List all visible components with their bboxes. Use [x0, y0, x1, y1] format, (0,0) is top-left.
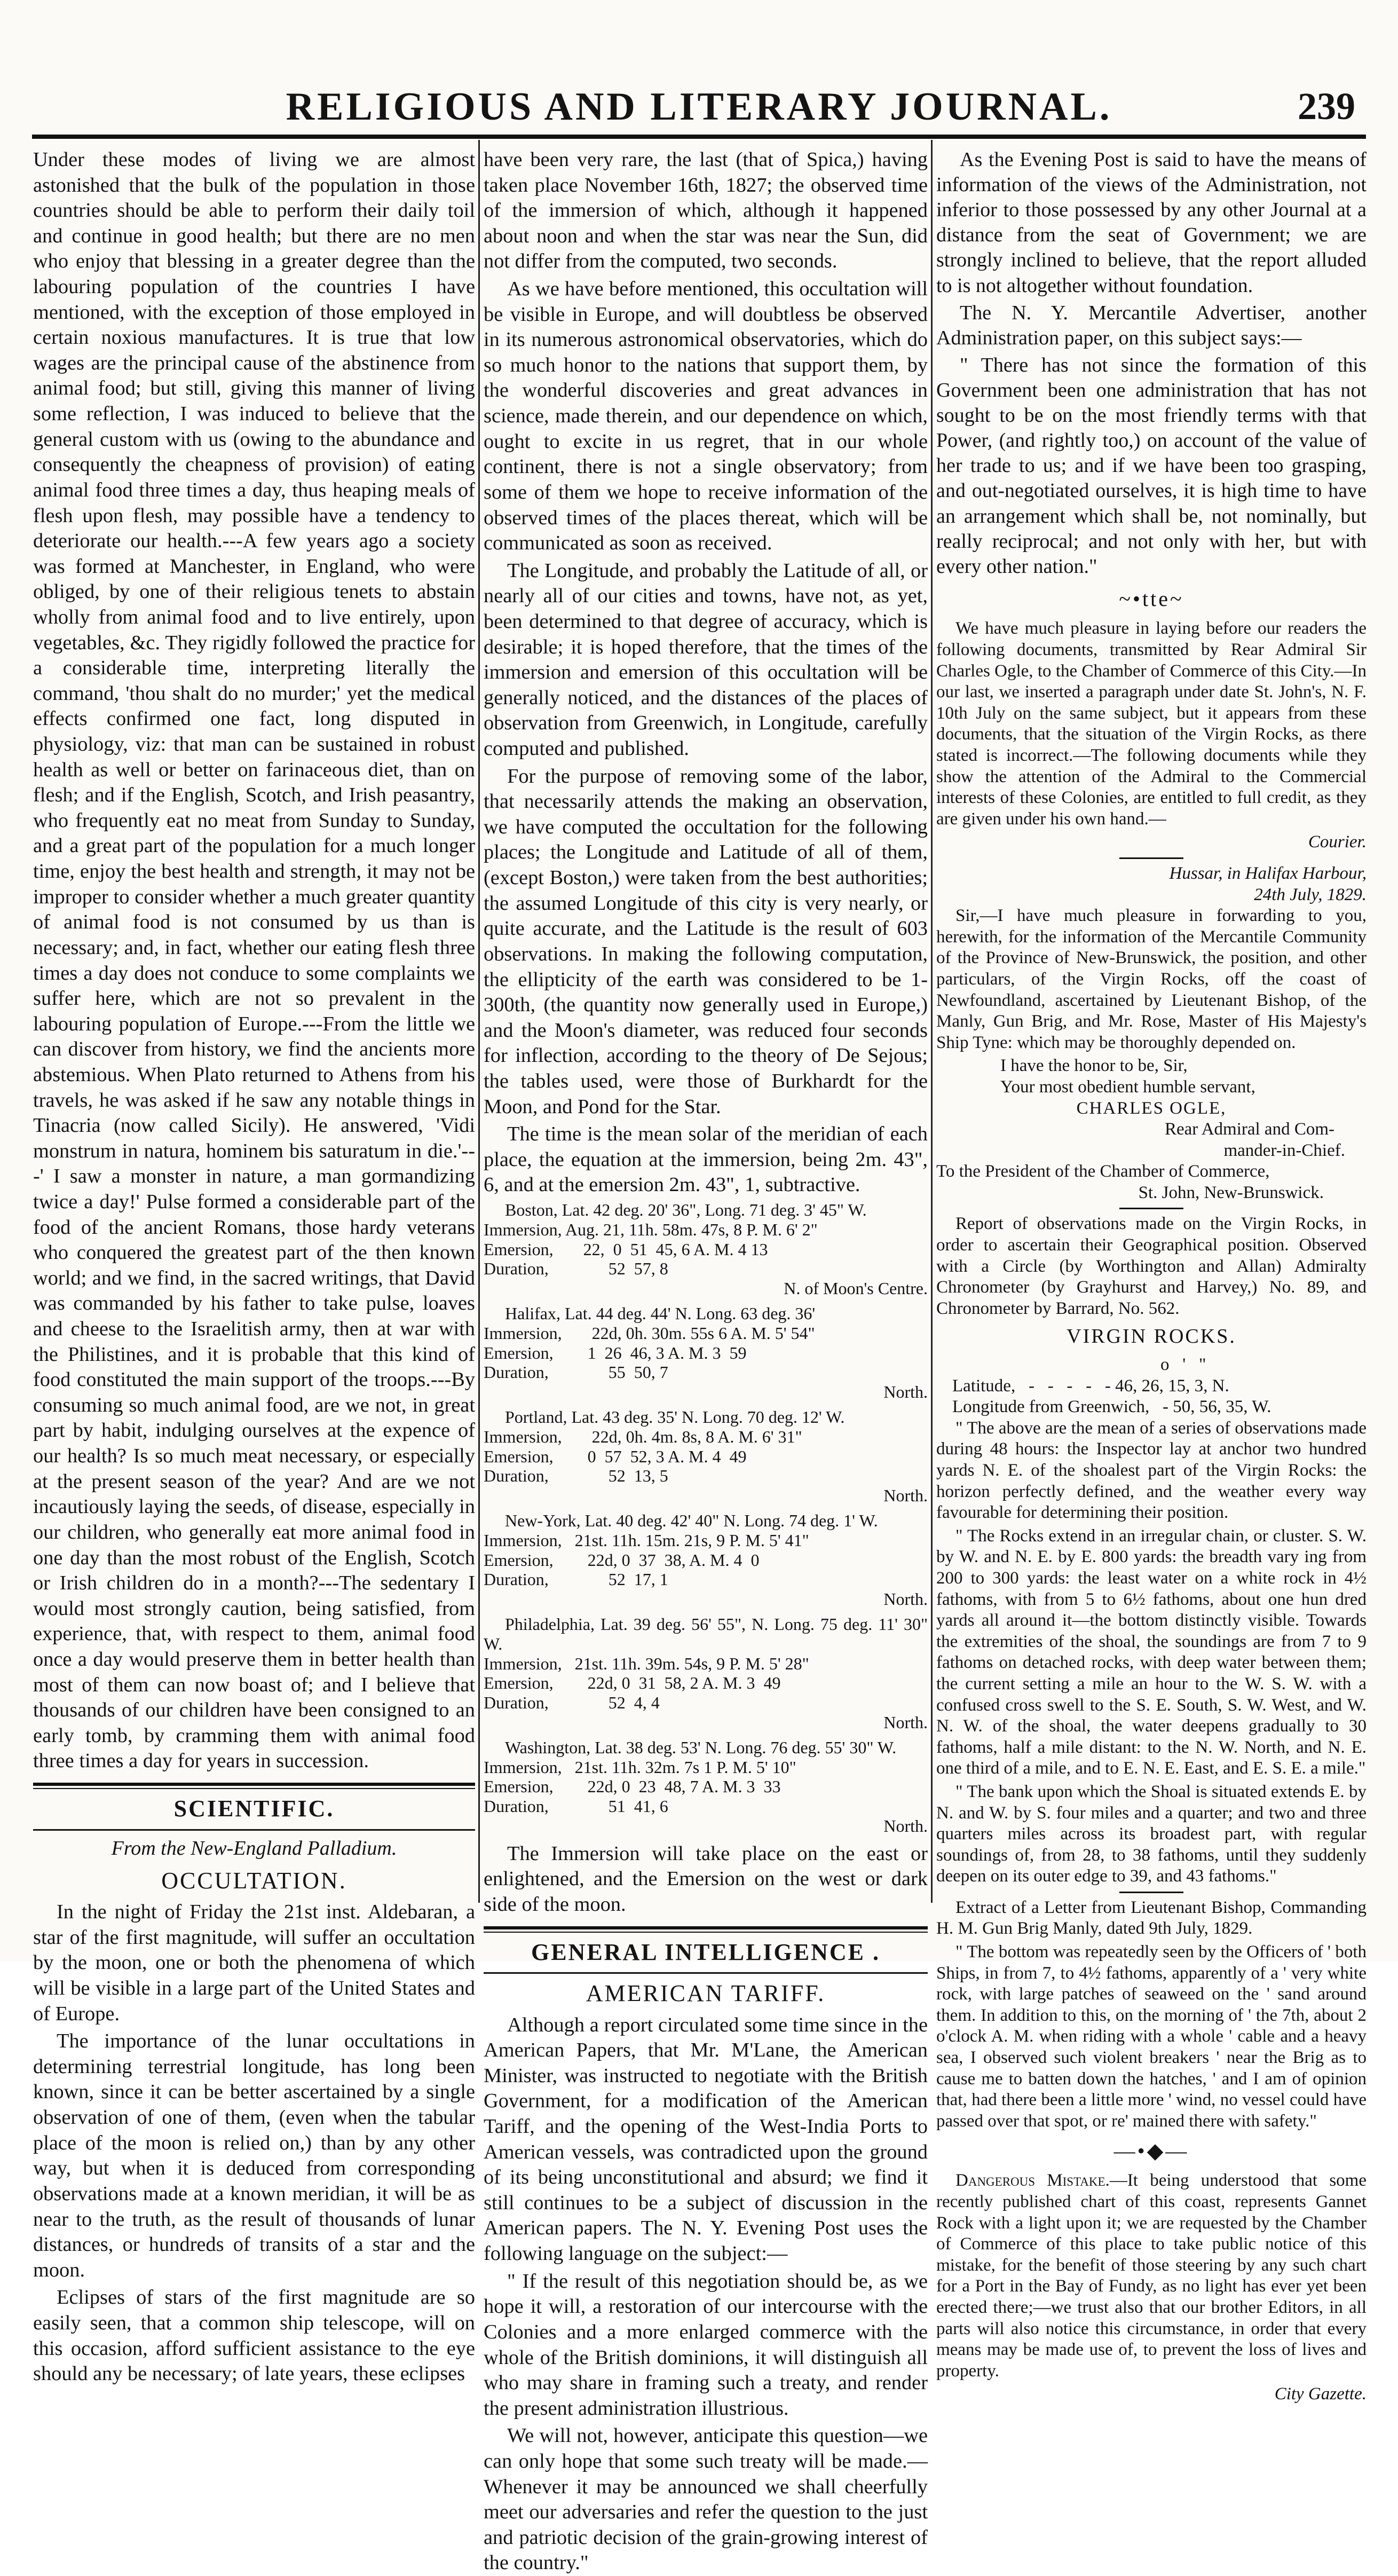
divider	[1119, 1208, 1183, 1209]
divider	[1119, 1892, 1183, 1893]
paragraph: Under these modes of living we are almost astonished that the bulk of the population in those countries should be able to perform their daily toil and continue in good health; but there are no men who enjoy that blessing in a greater degree than the labouring population of the countries I have mentioned, with the exception of those employed in certain noxious manufactures. It is true that low wages are the principal cause of the abstinence from animal food; but still, giving this manner of living some reflection, I was induced to believe that the general custom with us (owing to the abundance and consequently the cheapness of provision) of eating animal food three times a day, thus heaping meals of flesh upon flesh, may possible have a tendency to deteriorate our health.---A few years ago a society was formed at Manchester, in England, who were obliged, by one of their religious tenets to abstain wholly from animal food and to live entirely, upon vegetables, &c. They rigidly followed the practice for a considerable time, interpreting literally the command, 'thou shalt do no murder;' yet the medical effects confirmed one fact, long disputed in physiology, viz: that man can be sustained in robust health as well or better on farinaceous diet, than on flesh; and if the English, Scotch, and Irish peasantry, who frequently eat no meat from Sunday to Sunday, and a great part of the population for a much longer time, enjoy the best health and strength, it may not be improper to consider whether a much greater quantity of animal food is not consumed by us than is necessary; and, in fact, whether our eating flesh three times a day does not conduce to some complaints we suffer here, which are not so prevalent in the labouring population of Europe.---From the little we can discover from history, we find the ancients more abstemious. When Plato returned to Athens from his travels, he was asked if he saw any notable things in Tinacria (now called Sicily). He answered, 'Vidi monstrum in natura, hominem bis saturatum in die.'---' I saw a monster in nature, a man gormandizing twice a day!' Pulse formed a considerable part of the food of the ancient Romans, those hardy veterans who conquered the greatest part of the then known world; and we find, in the sacred writings, that David was commanded by his father to take pulse, loaves and cheese to the Israelitish army, then at war with the Philistines, and it is probable that this kind of food constituted the main support of the troops.---By consuming so much animal food, are we not, in great part by habit, indulging ourselves at the expence of our health? Is so much meat necessary, or especially at the present season of the year? And are we not incautiously laying the seeds, of disease, especially in our children, who generally eat more animal food in one day than the most robust of the English, Scotch or Irish children do in a month?---The sedentary I would most strongly caution, being satisfied, from experience, that, with respect to them, animal food once a day would preserve them in better health than most of them can now boast of; and I believe that thousands of our children have been consigned to an early tomb, by cramming them with animal food three times a day for years in succession.	[33, 148, 475, 1773]
observation-row: Immersion, 21st. 11h. 32m. 7s 1 P. M. 5' 10"	[484, 1757, 796, 1777]
divider	[33, 1829, 475, 1831]
dateline: 24th July, 1829.	[1254, 885, 1367, 904]
observation-block	[484, 1407, 928, 1506]
observation-row: Emersion, 22d, 0 37 38, A. M. 4 0	[484, 1550, 760, 1570]
observation-place: Portland, Lat. 43 deg. 35' N. Long. 70 deg. 12' W.	[505, 1407, 845, 1427]
observation-note: North.	[883, 1589, 928, 1609]
header-rule	[32, 135, 1366, 139]
ornament-divider: —•◆—	[1113, 2139, 1189, 2163]
section-title: GENERAL INTELLIGENCE .	[531, 1939, 881, 1965]
observation-note: North.	[883, 1486, 928, 1506]
column-2	[484, 147, 928, 2574]
observation-block	[484, 1614, 928, 1732]
divider	[1119, 857, 1183, 859]
closing-line: Your most obedient humble servant,	[1000, 1077, 1255, 1097]
paragraph: " The bottom was repeatedly seen by the Officers of ' both Ships, in from 7, to 4½ fathoms, apparently of a ' very white rock, with large patches of seaweed on the ' sand around them. In addition to this, on the morning of ' the 7th, about 2 o'clock A. M. when riding with a whole ' cable and a heavy sea, I observed such violent breakers ' near the Brig as to cause me to batten down the hatches, ' and I am of opinion that, had there been a little more ' wind, no vessel could have passed over that spot, or re' mained there with safety."	[936, 1942, 1367, 2131]
observation-block	[484, 1738, 928, 1836]
observation-row: Immersion, 22d, 0h. 4m. 8s, 8 A. M. 6' 31"	[484, 1427, 802, 1446]
page-number: 239	[1298, 85, 1355, 128]
observation-note: North.	[883, 1382, 928, 1402]
paragraph: The time is the mean solar of the meridian of each place, the equation at the immersion, being 2m. 43", 6, and at the emersion 2m. 43", 1, subtractive.	[484, 1123, 928, 1196]
addressee: To the President of the Chamber of Commerce,	[936, 1162, 1270, 1181]
observation-block	[484, 1511, 928, 1609]
signature-title: mander-in-Chief.	[1223, 1140, 1345, 1160]
running-head	[37, 80, 1361, 139]
observation-row: Emersion, 22, 0 51 45, 6 A. M. 4 13	[484, 1239, 768, 1259]
paragraph: As the Evening Post is said to have the means of information of the views of the Administration, not inferior to those possessed by any other Journal at a distance from the seat of Government; we are strongly inclined to believe, that the report alluded to is not altogether without foundation.	[936, 148, 1367, 297]
dateline: Hussar, in Halifax Harbour,	[1169, 863, 1367, 883]
addressee: St. John, New-Brunswick.	[1138, 1183, 1324, 1202]
observation-note: North.	[883, 1712, 928, 1732]
observation-row: Duration, 52 17, 1	[484, 1570, 668, 1589]
observation-row: Duration, 51 41, 6	[484, 1797, 668, 1816]
paragraph-body: —It being understood that some recently published chart of this coast, represents Gannet Rock with a light upon it; we are requested by the Chamber of Commerce of this place to take public notice of this mistake, for the benefit of those steering by any such chart for a Port in the Bay of Fundy, as no light has ever yet been erected there;—we trust also that our brother Editors, in all parts will also notice this circumstance, in order that every means may be made use of, to prevent the loss of lives and property.	[936, 2171, 1367, 2381]
observation-note: North.	[883, 1816, 928, 1836]
paragraph: The N. Y. Mercantile Advertiser, another Administration paper, on this subject says:—	[936, 301, 1367, 349]
paragraph: Report of observations made on the Virgin Rocks, in order to ascertain their Geographical position. Observed with a Circle (by Worthington and Allan) Admiralty Chronometer (by Grayhurst and Harvey,) No. 89, and Chronometer by Barrard, No. 562.	[936, 1214, 1367, 1318]
section-rule	[484, 1926, 928, 1933]
observation-tables	[484, 1200, 928, 1836]
observation-row: Duration, 52 57, 8	[484, 1259, 668, 1279]
observation-place: Philadelphia, Lat. 39 deg. 56' 55", N. Long. 75 deg. 11' 30" W.	[484, 1614, 928, 1653]
paragraph: For the purpose of removing some of the labor, that necessarily attends the making an observation, we have computed the occultation for the following places; the Longitude and Latitude of all of them, (except Boston,) were taken from the best authorities; the assumed Longitude of this city is very nearly, or quite accurate, and the Latitude is the result of 603 observations. In making the following computation, the ellipticity of the earth was considered to be 1-300th, (the quantity now generally used in Europe,) and the Moon's diameter, was reduced four seconds for inflection, according to the theory of De Sejous; the tables used, were those of Burkhardt for the Moon, and Pond for the Star.	[484, 765, 928, 1118]
observation-row: Immersion, 21st. 11h. 39m. 54s, 9 P. M. 5' 28"	[484, 1653, 809, 1673]
column-3	[936, 147, 1367, 2404]
observation-place: Boston, Lat. 42 deg. 20' 36", Long. 71 deg. 3' 45" W.	[505, 1200, 867, 1219]
section-title: SCIENTIFIC.	[173, 1795, 335, 1822]
observation-place: Washington, Lat. 38 deg. 53' N. Long. 76 deg. 55' 30" W.	[505, 1737, 897, 1757]
paragraph: The Longitude, and probably the Latitude of all, or nearly all of our cities and towns, have not, as yet, been determined to that degree of accuracy, which is desirable; it is hoped therefore, that the times of the immersion and emersion of this occultation will be generally noticed, and the distances of the places of observation from Greenwich, in Longitude, carefully computed and published.	[484, 559, 928, 760]
observation-row: Immersion, Aug. 21, 11h. 58m. 47s, 8 P. M. 6' 2"	[484, 1219, 818, 1239]
paragraph: " The above are the mean of a series of observations made during 48 hours: the Inspector lay at anchor two hundred yards N. E. of the shoalest part of the Virgin Rocks: the horizon perfectly defined, and the weather every way favourable for determining their position.	[936, 1418, 1367, 1523]
section-rule	[33, 1783, 475, 1789]
observation-row: Emersion, 0 57 52, 3 A. M. 4 49	[484, 1446, 747, 1466]
observation-row: Duration, 52 13, 5	[484, 1466, 668, 1486]
ornament-divider: ~•tte~	[1119, 586, 1184, 611]
paragraph: We have much pleasure in laying before our readers the following documents, transmitted by Rear Admiral Sir Charles Ogle, to the Chamber of Commerce of this City.—In our last, we inserted a paragraph under date St. John's, N. F. 10th July on the same subject, but it appears from these documents, that the situation of the Virgin Rocks, as there stated is incorrect.—The following documents while they show the attention of the Admiral to the Commercial interests of these Colonies, are entitled to full credit, as they are given under his own hand.—	[936, 619, 1367, 829]
column-rule-1	[478, 140, 480, 1903]
observation-row: Immersion, 22d, 0h. 30m. 55s 6 A. M. 5' 54"	[484, 1323, 815, 1343]
rocks-title: VIRGIN ROCKS.	[1067, 1325, 1236, 1348]
observation-row: Emersion, 22d, 0 23 48, 7 A. M. 3 33	[484, 1777, 781, 1797]
observation-block	[484, 1200, 928, 1298]
observation-note: N. of Moon's Centre.	[784, 1279, 928, 1298]
paragraph: In the night of Friday the 21st inst. Aldebaran, a star of the first magnitude, will suffer an occultation by the moon, one or both the phenomena of which will be visible in a large part of the United States and of Europe.	[33, 1901, 475, 2025]
column-rule-2	[931, 140, 933, 1903]
units-row: o ' "	[1160, 1355, 1206, 1375]
latitude-row: Latitude, - - - - - 46, 26, 15, 3, N.	[952, 1376, 1229, 1396]
article-title: OCCULTATION.	[161, 1867, 347, 1894]
column-1	[33, 147, 475, 2385]
paragraph: " There has not since the formation of this Government been one administration that has not sought to be on the most friendly terms with that Power, (and rightly too,) on account of the value of her trade to us; and if we have been too grasping, and out-negotiated ourselves, it is high time to have an arrangement which shall be, not nominally, but really reciprocal; and not only with her, but with every other nation."	[936, 353, 1367, 578]
ogle-documents	[936, 618, 1367, 2405]
signature: CHARLES OGLE,	[1076, 1098, 1227, 1118]
observation-row: Duration, 55 50, 7	[484, 1362, 668, 1382]
paragraph: The Immersion will take place on the east or enlightened, and the Emersion on the west or dark side of the moon.	[484, 1842, 928, 1916]
paragraph: The importance of the lunar occultations in determining terrestrial longitude, has long been known, since it can be better ascertained by a single observation of one of them, (even when the tabular place of the moon is relied on,) than by any other way, but when it is deduced from corresponding observations made at a known meridian, it will be as near to the truth, as the result of thousands of lunar distances, or hundreds of transits of a star and the moon.	[33, 2030, 475, 2281]
lead-in: Dangerous Mistake.	[955, 2171, 1110, 2191]
paragraph: Extract of a Letter from Lieutenant Bishop, Commanding H. M. Gun Brig Manly, dated 9th July, 1829.	[936, 1897, 1367, 1939]
source-credit: Courier.	[1308, 832, 1367, 852]
paragraph: " The bank upon which the Shoal is situated extends E. by N. and W. by S. four miles and a quarter; and two and three quarters miles across its broadest part, with regular soundings of, from 28, to 38 fathoms, until they suddenly deepen on its outer edge to 39, and 43 fathoms."	[936, 1782, 1367, 1886]
paragraph: Although a report circulated some time since in the American Papers, that Mr. M'Lane, the American Minister, was instructed to negotiate with the British Government, for a modification of the American Tariff, and the opening of the West-India Ports to American vessels, was contradicted upon the ground of its being unconstitutional and absurd; we find it still continues to be a subject of discussion in the American papers. The N. Y. Evening Post uses the following language on the subject:—	[484, 2013, 928, 2265]
paragraph: Eclipses of stars of the first magnitude are so easily seen, that a common ship telescope, will on this occasion, afford sufficient assistance to the eye should any be necessary; of late years, these eclipses	[33, 2286, 475, 2385]
paragraph	[936, 2170, 1367, 2382]
divider	[484, 1972, 928, 1974]
article-title: AMERICAN TARIFF.	[586, 1980, 826, 2007]
signature-title: Rear Admiral and Com-	[1164, 1120, 1334, 1139]
paragraph: Sir,—I have much pleasure in forwarding to you, herewith, for the information of the Mercantile Community of the Province of New-Brunswick, the position, and other particulars, of the Virgin Rocks, off the coast of Newfoundland, ascertained by Lieutenant Bishop, of the Manly, Gun Brig, and Mr. Rose, Master of His Majesty's Ship Tyne: which may be thoroughly depended on.	[936, 906, 1367, 1052]
observation-row: Immersion, 21st. 11h. 15m. 21s, 9 P. M. 5' 41"	[484, 1530, 809, 1550]
longitude-row: Longitude from Greenwich, - 50, 56, 35, W.	[952, 1397, 1271, 1417]
observation-place: New-York, Lat. 40 deg. 42' 40" N. Long. 74 deg. 1' W.	[505, 1510, 878, 1530]
paragraph: have been very rare, the last (that of Spica,) having taken place November 16th, 1827; the observed time of the immersion of which, although it happened about noon and when the star was near the Sun, did not differ from the computed, two seconds.	[484, 148, 928, 273]
paragraph: " If the result of this negotiation should be, as we hope it will, a restoration of our intercourse with the Colonies and a more enlarged commerce with the whole of the British dominions, it will distinguish all who may share in framing such a treaty, and render the present administration illustrious.	[484, 2270, 928, 2420]
paragraph: As we have before mentioned, this occultation will be visible in Europe, and will doubtless be observed in its numerous astronomical observatories, which do so much honor to the nations that support them, by the wonderful discoveries and great advances in science, made therein, and our dependence on which, ought to excite in us regret, that in our whole continent, there is not a single observatory; from some of them we hope to receive information of the observed times of the places thereat, which will be communicated as soon as received.	[484, 278, 928, 555]
observation-row: Emersion, 22d, 0 31 58, 2 A. M. 3 49	[484, 1673, 781, 1693]
observation-row: Emersion, 1 26 46, 3 A. M. 3 59	[484, 1343, 747, 1362]
journal-title: RELIGIOUS AND LITERARY JOURNAL.	[286, 85, 1112, 129]
observation-row: Duration, 52 4, 4	[484, 1693, 660, 1713]
observation-place: Halifax, Lat. 44 deg. 44' N. Long. 63 deg. 36'	[505, 1303, 816, 1323]
observation-block	[484, 1304, 928, 1402]
source-line: From the New-England Palladium.	[111, 1837, 397, 1860]
closing-line: I have the honor to be, Sir,	[1000, 1056, 1188, 1076]
paragraph: " The Rocks extend in an irregular chain, or cluster. S. W. by W. and N. E. by E. 800 yards: the breadth vary ing from 200 to 300 yards: the least water on a white rock in 4½ fathoms, with from 5 to 6½ fathoms, about one hun dred yards all around it—the bottom distinctly visible. Towards the extremities of the shoal, the soundings are from 7 to 9 fathoms on detached rocks, with deep water between them; the current setting a mile an hour to the W. S. W. with a confused cross swell to the S. E. South, S. W. West, and W. N. W. of the shoal, the water deepens gradually to 30 fathoms, half a mile distant: to the N. W. North, and N. E. one third of a mile, and to E. N. E. East, and E. S. E. a mile."	[936, 1526, 1367, 1778]
source-credit: City Gazette.	[1274, 2384, 1367, 2404]
paragraph: We will not, however, anticipate this question—we can only hope that some such treaty will be made.—Whenever it may be announced we shall cheerfully meet our adversaries and refer the question to the just and patriotic decision of the grain-growing interest of the country."	[484, 2424, 928, 2574]
